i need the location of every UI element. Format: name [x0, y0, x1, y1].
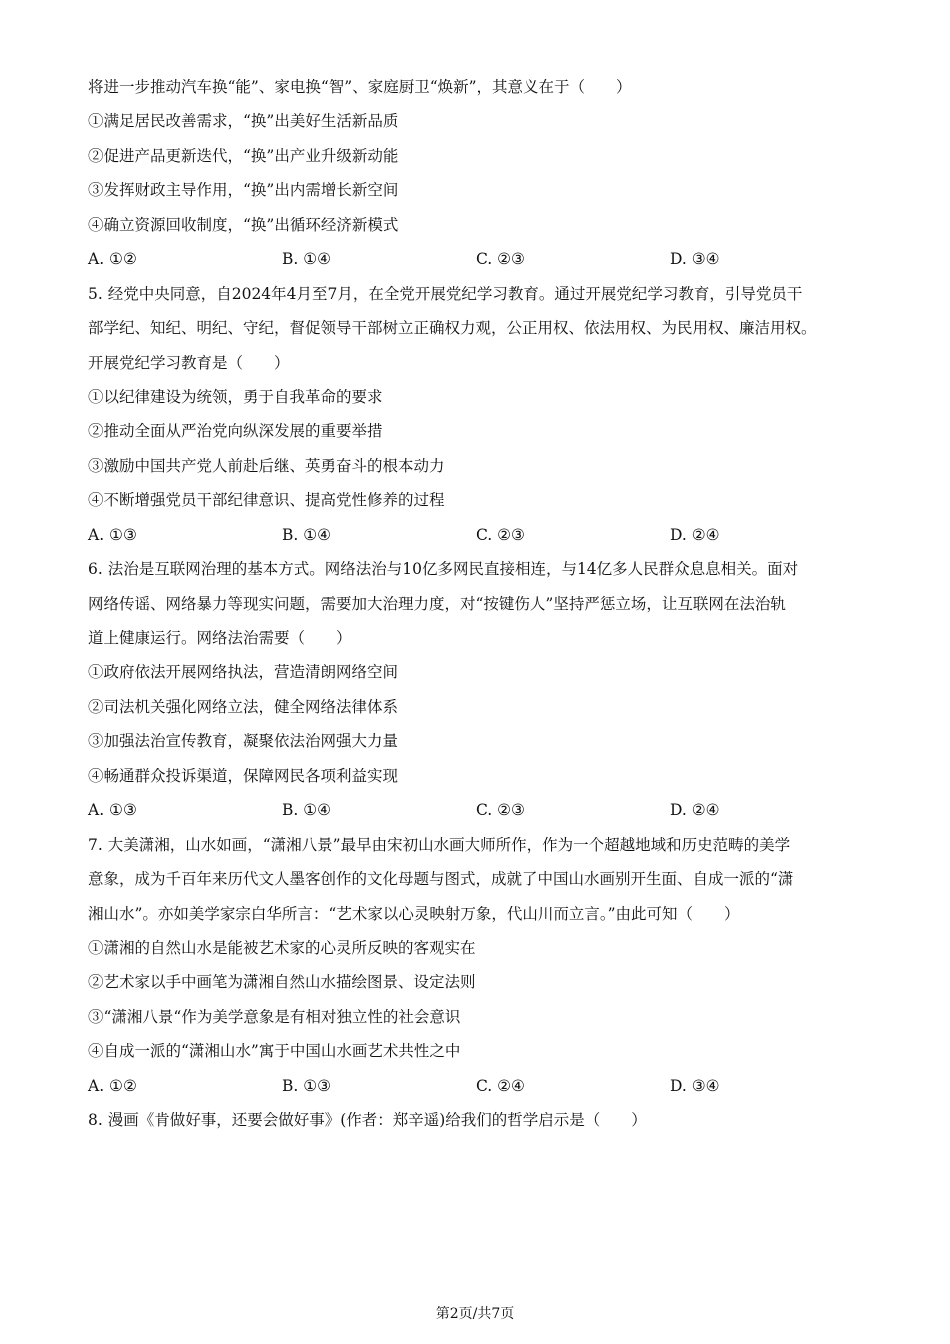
question-stem: 8. 漫画《肯做好事，还要会做好事》(作者：郑辛遥)给我们的哲学启示是（ ） [88, 1111, 647, 1130]
question-stem: 开展党纪学习教育是（ ） [88, 353, 290, 372]
answer-options [88, 518, 878, 552]
statement: ①以纪律建设为统领，勇于自我革命的要求 [88, 387, 383, 406]
question-4 [88, 70, 878, 277]
option-c: C. ②④ [476, 1076, 525, 1095]
statement: ④自成一派的“潇湘山水”寓于中国山水画艺术共性之中 [88, 1042, 461, 1061]
question-stem: 湘山水”。亦如美学家宗白华所言：“艺术家以心灵映射万象，代山川而立言。”由此可知（ ） [88, 904, 740, 923]
question-8 [88, 1103, 878, 1137]
option-c: C. ②③ [476, 801, 525, 820]
question-6 [88, 552, 878, 828]
document-page [88, 70, 878, 1138]
answer-options [88, 793, 878, 827]
option-b: B. ①④ [282, 250, 332, 269]
option-c: C. ②③ [476, 250, 525, 269]
option-b: B. ①④ [282, 801, 332, 820]
statement: ④不断增强党员干部纪律意识、提高党性修养的过程 [88, 491, 445, 510]
option-d: D. ③④ [670, 1076, 720, 1095]
option-b: B. ①③ [282, 1076, 332, 1095]
statement: ①政府依法开展网络执法，营造清朗网络空间 [88, 663, 399, 682]
statement: ④畅通群众投诉渠道，保障网民各项利益实现 [88, 766, 399, 785]
statement: ②艺术家以手中画笔为潇湘自然山水描绘图景、设定法则 [88, 973, 476, 992]
question-stem: 部学纪、知纪、明纪、守纪，督促领导干部树立正确权力观，公正用权、依法用权、为民用权、廉洁用权。 [88, 319, 817, 338]
answer-options [88, 1069, 878, 1103]
question-stem: 6. 法治是互联网治理的基本方式。网络法治与10亿多网民直接相连，与14亿多人民群众息息相关。面对 [88, 560, 799, 579]
option-a: A. ①③ [88, 525, 137, 544]
statement: ①潇湘的自然山水是能被艺术家的心灵所反映的客观实在 [88, 938, 476, 957]
question-5 [88, 277, 878, 553]
answer-options [88, 242, 878, 276]
option-a: A. ①② [88, 1076, 137, 1095]
option-b: B. ①④ [282, 525, 332, 544]
statement: ②促进产品更新迭代，“换”出产业升级新动能 [88, 146, 399, 165]
statement: ③激励中国共产党人前赴后继、英勇奋斗的根本动力 [88, 456, 445, 475]
option-a: A. ①② [88, 250, 137, 269]
option-d: D. ③④ [670, 250, 720, 269]
question-stem: 7. 大美潇湘，山水如画，“潇湘八景”最早由宋初山水画大师所作，作为一个超越地域和历史范畴的美学 [88, 835, 791, 854]
page-number: 第2页/共7页 [435, 1306, 515, 1322]
statement: ②推动全面从严治党向纵深发展的重要举措 [88, 422, 383, 441]
question-7 [88, 828, 878, 1104]
option-d: D. ②④ [670, 801, 720, 820]
option-c: C. ②③ [476, 525, 525, 544]
option-d: D. ②④ [670, 525, 720, 544]
statement: ③加强法治宣传教育，凝聚依法治网强大力量 [88, 732, 399, 751]
question-stem: 网络传谣、网络暴力等现实问题，需要加大治理力度，对“按键伤人”坚持严惩立场，让互联网在法治轨 [88, 594, 786, 613]
statement: ②司法机关强化网络立法，健全网络法律体系 [88, 697, 399, 716]
question-stem: 5. 经党中央同意，自2024年4月至7月，在全党开展党纪学习教育。通过开展党纪学习教育，引导党员干 [88, 284, 803, 303]
question-stem: 道上健康运行。网络法治需要（ ） [88, 629, 352, 647]
statement: ④确立资源回收制度，“换”出循环经济新模式 [88, 215, 399, 234]
question-stem: 意象，成为千百年来历代文人墨客创作的文化母题与图式，成就了中国山水画别开生面、自成一派的“潇 [88, 870, 794, 889]
statement: ①满足居民改善需求，“换”出美好生活新品质 [88, 112, 399, 131]
statement: ③发挥财政主导作用，“换”出内需增长新空间 [88, 181, 399, 200]
option-a: A. ①③ [88, 801, 137, 820]
question-stem: 将进一步推动汽车换“能”、家电换“智”、家庭厨卫“焕新”，其意义在于（ ） [88, 78, 632, 96]
statement: ③“潇湘八景“作为美学意象是有相对独立性的社会意识 [88, 1007, 461, 1026]
